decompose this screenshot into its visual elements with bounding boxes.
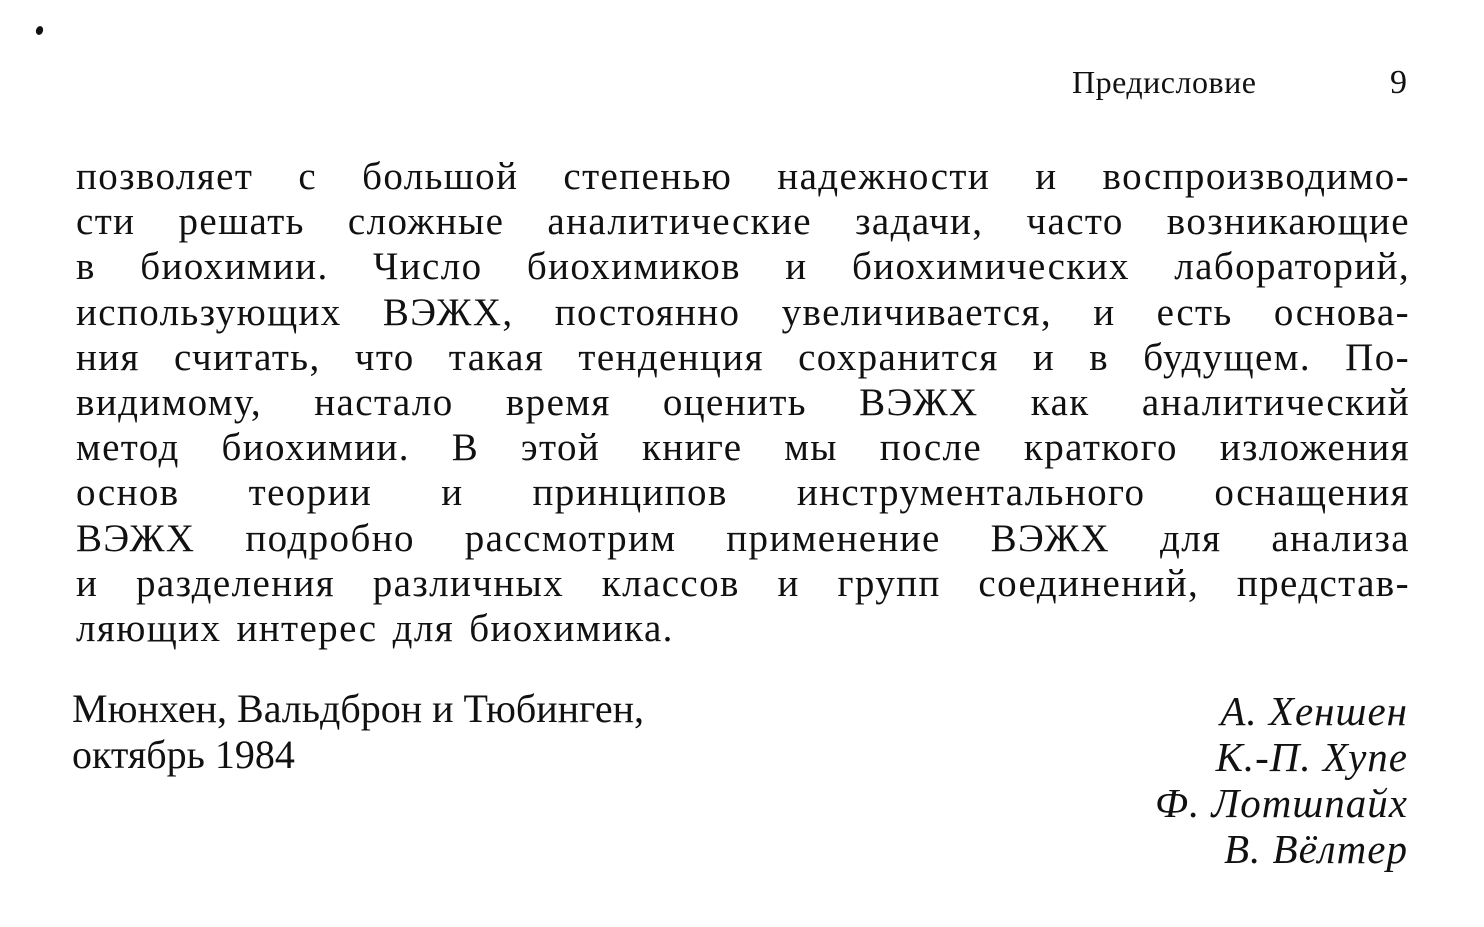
text-line-11: ляющих интерес для биохимика. xyxy=(76,607,674,651)
text-line-7: метод биохимии. В этой книге мы после краткого изложения xyxy=(76,426,1410,470)
text-line-10: и разделения различных классов и групп соединений, представ- xyxy=(76,561,1410,605)
text-line-4: использующих ВЭЖХ, постоянно увеличивается, и есть основа- xyxy=(76,290,1410,334)
text-line-3: в биохимии. Число биохимиков и биохимических лабораторий, xyxy=(76,245,1410,289)
preface-paragraph xyxy=(76,154,1410,651)
text-line-6: видимому, настало время оценить ВЭЖХ как аналитический xyxy=(76,381,1410,425)
signing-place: Мюнхен, Вальдброн и Тюбинген, xyxy=(72,686,645,731)
author-name: Ф. Лотшпайх xyxy=(1155,780,1408,826)
author-name: В. Вёлтер xyxy=(1224,826,1408,872)
signing-date: октябрь 1984 xyxy=(72,732,295,777)
text-line-9: ВЭЖХ подробно рассмотрим применение ВЭЖХ для анализа xyxy=(76,516,1410,560)
page-number: 9 xyxy=(1390,64,1407,101)
running-title: Предисловие xyxy=(1072,64,1257,100)
author-list xyxy=(1155,688,1408,872)
ink-speck xyxy=(35,25,45,36)
text-line-2: сти решать сложные аналитические задачи, часто возникающие xyxy=(76,200,1410,244)
text-line-5: ния считать, что такая тенденция сохранится и в будущем. По- xyxy=(76,335,1410,379)
text-line-8: основ теории и принципов инструментального оснащения xyxy=(76,471,1410,515)
author-name: А. Хеншен xyxy=(1220,688,1408,734)
place-and-date xyxy=(72,686,644,778)
text-line-1: позволяет с большой степенью надежности и воспроизводимо- xyxy=(76,155,1410,198)
author-name: К.-П. Хупе xyxy=(1215,734,1408,780)
